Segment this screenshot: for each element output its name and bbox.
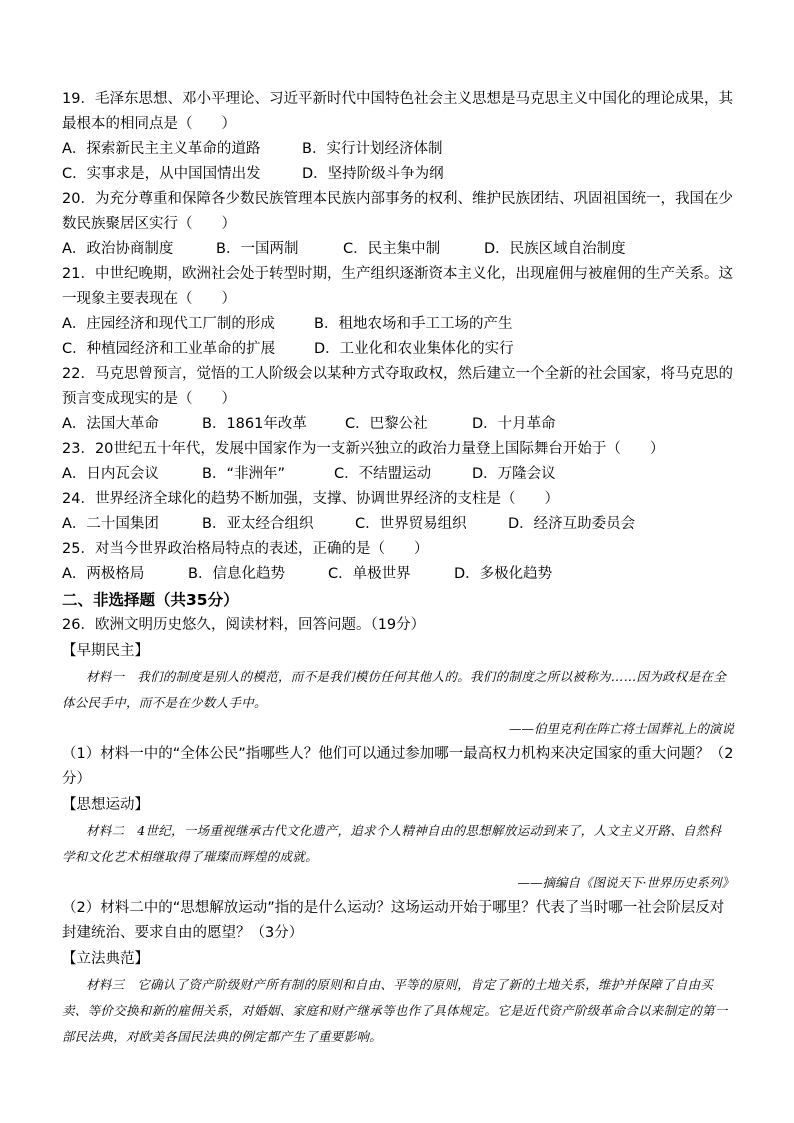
q21-option-a: A．庄园经济和现代工厂制的形成 (62, 316, 275, 332)
q20-option-a: A．政治协商制度 (62, 241, 174, 257)
q21-option-d: D．工业化和农业集体化的实行 (314, 341, 514, 357)
question-19-options (62, 137, 734, 162)
q24-option-b: B．亚太经合组织 (202, 516, 314, 532)
question-22-options (62, 412, 734, 437)
question-24-options (62, 512, 734, 537)
q22-option-d: D．十月革命 (472, 416, 556, 432)
q22-option-b: B．1861年改革 (202, 416, 307, 432)
q24-option-d: D．经济互助委员会 (508, 516, 636, 532)
material-1-source: ——伯里克利在阵亡将士国葬礼上的演说 (508, 721, 734, 736)
question-20-stem: 20．为充分尊重和保障各少数民族管理本民族内部事务的权利、维护民族团结、巩固祖国统一，我国在少数民族聚居区实行（ ） (62, 191, 733, 232)
question-21-options (62, 312, 734, 337)
question-19-stem: 19．毛泽东思想、邓小平理论、习近平新时代中国特色社会主义思想是马克思主义中国化的理论成果，其最根本的相同点是（ ） (62, 91, 733, 132)
part1-question: （1）材料一中的“全体公民”指哪些人？他们可以通过参加哪一最高权力机构来决定国家的重大问题？（2分） (62, 746, 734, 787)
question-22-stem: 22．马克思曾预言，觉悟的工人阶级会以某种方式夺取政权，然后建立一个全新的社会国家，将马克思的预言变成现实的是（ ） (62, 366, 733, 407)
q22-option-c: C．巴黎公社 (345, 416, 428, 432)
q23-option-b: B．“非洲年” (202, 466, 285, 482)
q19-option-d: D．坚持阶级斗争为纲 (302, 166, 444, 182)
q19-option-c: C．实事求是，从中国国情出发 (62, 166, 261, 182)
section-heading: 二、非选择题（共35分） (62, 591, 239, 609)
q25-option-b: B．信息化趋势 (188, 566, 285, 582)
q19-option-a: A．探索新民主主义革命的道路 (62, 141, 261, 157)
q21-option-c: C．种植园经济和工业革命的扩展 (62, 341, 276, 357)
part2-heading: 【思想运动】 (62, 797, 149, 813)
q25-option-d: D．多极化趋势 (454, 566, 553, 582)
question-25-options (62, 562, 734, 587)
q19-option-b: B．实行计划经济体制 (302, 141, 443, 157)
part1-heading: 【早期民主】 (62, 643, 149, 659)
material-2: 材料二 4世纪，一场重视继承古代文化遗产，追求个人精神自由的思想解放运动到来了，人文主义开路、自然科学和文化艺术相继取得了璀璨而辉煌的成就。 (62, 823, 722, 864)
q24-option-a: A．二十国集团 (62, 516, 159, 532)
material-2-source: ——摘编自《图说天下·世界历史系列》 (517, 875, 734, 890)
question-24-stem: 24．世界经济全球化的趋势不断加强，支撑、协调世界经济的支柱是（ ） (62, 491, 559, 507)
question-23-stem: 23．20世纪五十年代，发展中国家作为一支新兴独立的政治力量登上国际舞台开始于（ ） (62, 441, 665, 457)
question-19-options-2 (62, 162, 734, 187)
q23-option-d: D．万隆会议 (472, 466, 556, 482)
q20-option-d: D．民族区域自治制度 (484, 241, 626, 257)
q23-option-a: A．日内瓦会议 (62, 466, 159, 482)
q20-option-b: B．一国两制 (216, 241, 299, 257)
material-1: 材料一 我们的制度是别人的模范，而不是我们模仿任何其他人的。我们的制度之所以被称为……因为政权是在全体公民手中，而不是在少数人手中。 (62, 669, 727, 710)
q21-option-b: B．租地农场和手工工场的产生 (314, 316, 513, 332)
q22-option-a: A．法国大革命 (62, 416, 159, 432)
q25-option-c: C．单极世界 (328, 566, 411, 582)
question-23-options (62, 462, 734, 487)
material-3: 材料三 它确认了资产阶级财产所有制的原则和自由、平等的原则，肯定了新的土地关系，维护并保障了自由买卖、等价交换和新的雇佣关系，对婚姻、家庭和财产继承等也作了具体规定。它是近代资产阶级革命合以来制定的第一部民法典，对欧美各国民法典的例定都产生了重要影响。 (62, 977, 728, 1044)
q23-option-c: C．不结盟运动 (334, 466, 432, 482)
q24-option-c: C．世界贸易组织 (355, 516, 467, 532)
question-21-options-2 (62, 337, 734, 362)
part2-question: （2）材料二中的“思想解放运动”指的是什么运动？这场运动开始于哪里？代表了当时哪一社会阶层反对封建统治、要求自由的愿望？（3分） (62, 900, 725, 941)
exam-page (62, 87, 734, 1050)
question-20-options (62, 237, 734, 262)
question-26-stem: 26．欧洲文明历史悠久，阅读材料，回答问题。（19分） (62, 617, 426, 633)
q20-option-c: C．民主集中制 (343, 241, 441, 257)
q25-option-a: A．两极格局 (62, 566, 145, 582)
question-21-stem: 21．中世纪晚期，欧洲社会处于转型时期，生产组织逐渐资本主义化，出现雇佣与被雇佣的生产关系。这一现象主要表现在（ ） (62, 266, 733, 307)
question-25-stem: 25．对当今世界政治格局特点的表述，正确的是（ ） (62, 541, 429, 557)
part3-heading: 【立法典范】 (62, 951, 149, 967)
